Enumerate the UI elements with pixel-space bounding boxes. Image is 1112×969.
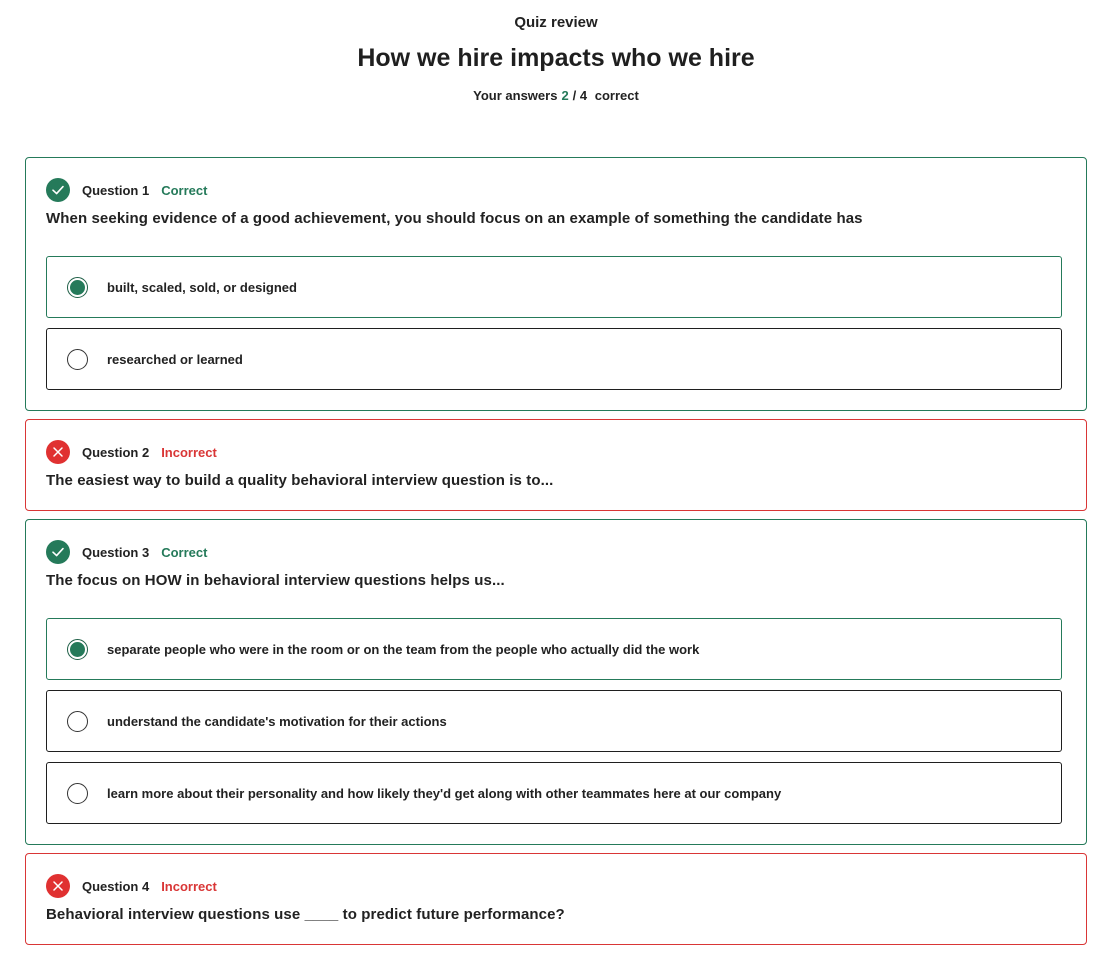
question-card-3 <box>25 519 1087 845</box>
question-number: Question 4 <box>82 878 150 894</box>
question-status: Incorrect <box>161 878 217 894</box>
question-card-4 <box>25 853 1087 945</box>
page-title: How we hire impacts who we hire <box>357 44 755 72</box>
answer-option-label: learn more about their personality and how likely they'd get along with other teammates here at our company <box>107 785 782 801</box>
question-text: Behavioral interview questions use ____ to predict future performance? <box>46 906 565 923</box>
question-status: Correct <box>161 182 208 198</box>
question-header <box>46 874 217 898</box>
question-header <box>46 540 207 564</box>
score-suffix: correct <box>594 88 639 103</box>
radio-button[interactable] <box>67 783 88 804</box>
answer-option[interactable] <box>46 762 1062 824</box>
answer-option[interactable] <box>46 256 1062 318</box>
question-text: When seeking evidence of a good achievement, you should focus on an example of something the candidate has <box>46 210 863 227</box>
x-icon <box>46 874 70 898</box>
radio-button-selected[interactable] <box>67 639 88 660</box>
score-total-count: / 4 <box>572 88 588 103</box>
radio-button-selected[interactable] <box>67 277 88 298</box>
answer-option-label: researched or learned <box>107 351 243 367</box>
question-number: Question 3 <box>82 544 150 560</box>
answer-option-label: separate people who were in the room or on the team from the people who actually did the work <box>107 641 700 657</box>
answer-option[interactable] <box>46 328 1062 390</box>
question-text: The focus on HOW in behavioral interview questions helps us... <box>46 572 505 589</box>
check-icon <box>46 540 70 564</box>
score-correct-count: 2 <box>561 88 569 103</box>
question-card-2 <box>25 419 1087 511</box>
answer-option-label: built, scaled, sold, or designed <box>107 279 297 295</box>
question-header <box>46 178 207 202</box>
answer-option[interactable] <box>46 618 1062 680</box>
question-number: Question 2 <box>82 444 150 460</box>
score-summary <box>0 88 1112 103</box>
answer-option[interactable] <box>46 690 1062 752</box>
x-icon <box>46 440 70 464</box>
question-status: Incorrect <box>161 444 217 460</box>
page-eyebrow: Quiz review <box>514 14 598 31</box>
question-text: The easiest way to build a quality behavioral interview question is to... <box>46 472 554 489</box>
score-prefix: Your answers <box>473 88 558 103</box>
question-card-1 <box>25 157 1087 411</box>
question-status: Correct <box>161 544 208 560</box>
check-icon <box>46 178 70 202</box>
answer-option-label: understand the candidate's motivation for their actions <box>107 713 447 729</box>
question-number: Question 1 <box>82 182 150 198</box>
radio-button[interactable] <box>67 711 88 732</box>
question-header <box>46 440 217 464</box>
radio-button[interactable] <box>67 349 88 370</box>
